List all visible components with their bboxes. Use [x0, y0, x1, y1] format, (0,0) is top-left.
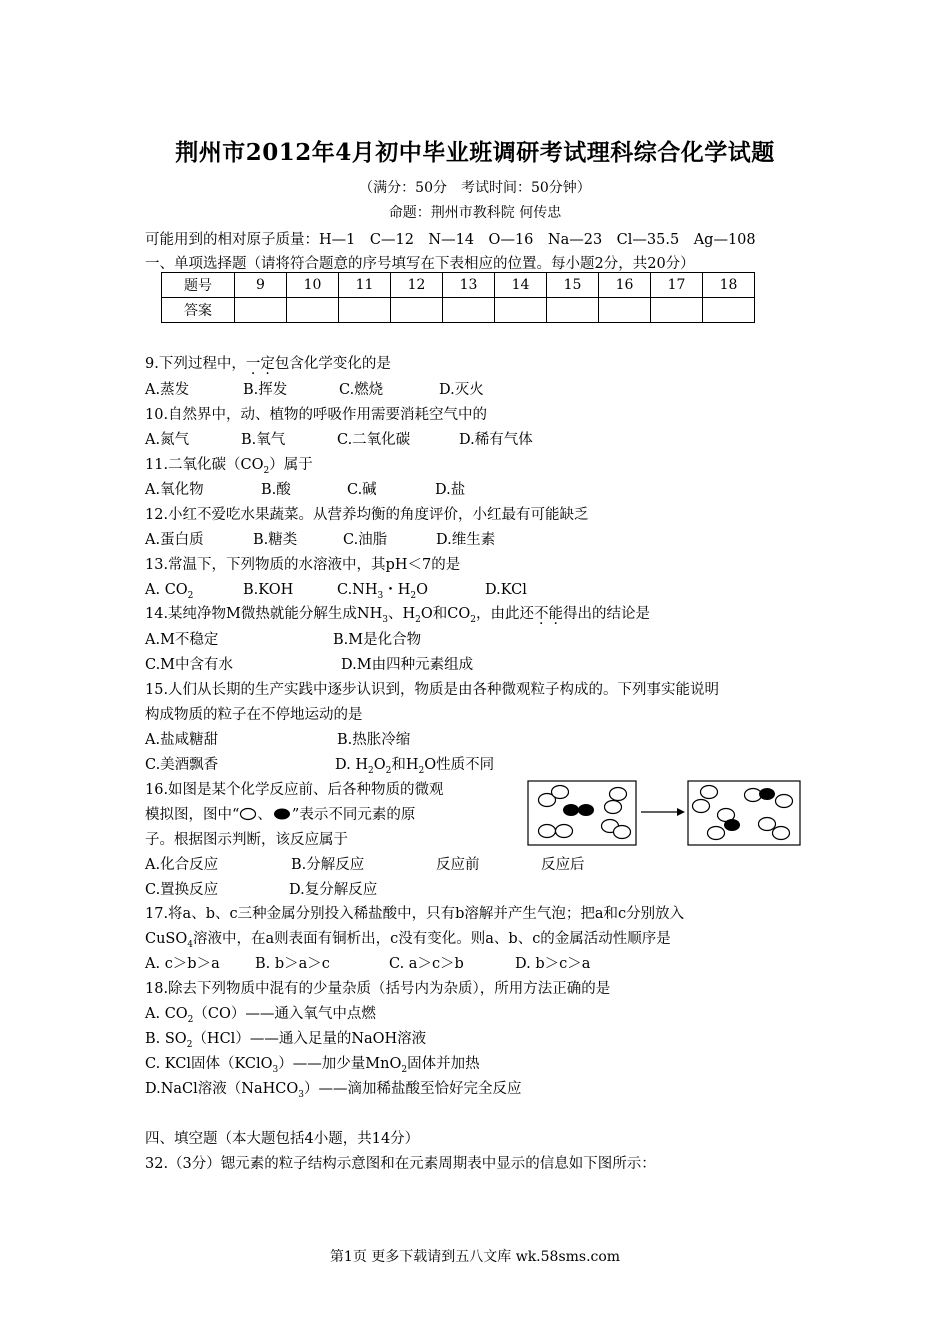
q9-option-b: B.挥发	[243, 382, 288, 398]
q9-stem-text: 9.下列过程中，	[145, 356, 246, 372]
q15-option-a: A.盐咸糖甜	[145, 732, 219, 748]
page-title: 荆州市2012年4月初中毕业班调研考试理科综合化学试题	[175, 139, 775, 166]
q11-option-a: A.氧化物	[145, 482, 204, 498]
answer-cell[interactable]	[443, 298, 495, 323]
q15-stem-line1: 15.人们从长期的生产实践中逐步认识到，物质是由各种微观粒子构成的。下列事实能说明	[145, 682, 720, 698]
q14-emphasis: 能	[548, 606, 563, 622]
table-number-cell: 12	[391, 273, 443, 298]
table-number-cell: 11	[339, 273, 391, 298]
q11-option-d: D.盐	[435, 482, 466, 498]
table-number-cell: 16	[599, 273, 651, 298]
q11-options	[145, 478, 465, 499]
q14-option-d: D.M由四种元素组成	[341, 657, 474, 673]
q18-option-c: C. KCl固体（KClO$_3$）——加少量MnO$_2$固体并加热	[145, 1056, 480, 1075]
q17-options	[145, 952, 590, 973]
q11-option-b: B.酸	[261, 482, 291, 498]
q9-emphasis: 一	[245, 356, 261, 372]
q16-option-b: B.分解反应	[291, 857, 365, 873]
answer-cell[interactable]	[599, 298, 651, 323]
q9-option-c: C.燃烧	[339, 382, 384, 398]
page-footer: 第1页 更多下载请到五八文库 wk.58sms.com	[329, 1249, 621, 1265]
q14-option-c: C.M中含有水	[145, 657, 234, 673]
score-time: （满分：50分 考试时间：50分钟）	[359, 180, 591, 196]
q16-option-d: D.复分解反应	[289, 882, 378, 898]
q14-option-a: A.M不稳定	[145, 632, 219, 648]
q12-option-c: C.油脂	[343, 532, 388, 548]
q9-option-a: A.蒸发	[145, 382, 190, 398]
author-line: 命题：荆州市教科院 何传忠	[388, 205, 562, 221]
q15-stem-line2: 构成物质的粒子在不停地运动的是	[145, 707, 363, 723]
q13-option-b: B.KOH	[243, 582, 294, 598]
q10-option-c: C.二氧化碳	[337, 432, 411, 448]
q9-stem-text: 包含化学变化的是	[274, 356, 391, 372]
q17-option-c: C. a＞c＞b	[389, 956, 464, 972]
q9-stem	[145, 352, 391, 373]
q12-option-d: D.维生素	[436, 532, 496, 548]
black-atom-icon	[272, 807, 292, 821]
q12-stem: 12.小红不爱吃水果蔬菜。从营养均衡的角度评价，小红最有可能缺乏	[145, 507, 589, 523]
q16-option-a: A.化合反应	[145, 857, 219, 873]
white-atom-icon	[239, 807, 257, 821]
q10-option-d: D.稀有气体	[459, 432, 533, 448]
q16-options-row2	[145, 878, 377, 899]
q14-options-row2	[145, 653, 473, 674]
after-reaction-box	[688, 781, 800, 845]
q11-subscript: 2	[263, 465, 270, 476]
section4-heading: 四、填空题（本大题包括4小题，共14分）	[145, 1131, 420, 1147]
reaction-arrow	[641, 808, 685, 816]
q17-option-b: B. b＞a＞c	[255, 956, 330, 972]
q12-option-a: A.蛋白质	[145, 532, 204, 548]
label-before-reaction: 反应前	[436, 857, 480, 873]
q15-options-row1	[145, 728, 410, 749]
answer-cell[interactable]	[391, 298, 443, 323]
table-number-cell: 13	[443, 273, 495, 298]
before-reaction-box	[528, 781, 636, 845]
table-number-cell: 9	[235, 273, 287, 298]
table-number-cell: 18	[703, 273, 755, 298]
q13-options	[145, 578, 527, 601]
q16-options-row1	[145, 853, 585, 874]
q16-option-c: C.置换反应	[145, 882, 219, 898]
q17-option-d: D. b＞c＞a	[515, 956, 591, 972]
q10-option-a: A.氮气	[145, 432, 190, 448]
q11-stem-text: ）属于	[269, 457, 313, 473]
q9-options	[145, 378, 484, 399]
answer-cell[interactable]	[287, 298, 339, 323]
q13-option-d: D.KCl	[485, 582, 527, 598]
q10-stem: 10.自然界中，动、植物的呼吸作用需要消耗空气中的	[145, 407, 488, 423]
q14-options-row1	[145, 628, 421, 649]
q11-option-c: C.碱	[347, 482, 377, 498]
q13-stem: 13.常温下，下列物质的水溶液中，其pH＜7的是	[145, 557, 461, 573]
answer-table-answer-row	[162, 298, 755, 323]
q14-stem: 14.某纯净物M微热就能分解生成$NH_3$、$H_2O$和$CO_2$，由此还不能得出的结论是	[145, 606, 650, 625]
q32-stem: 32.（3分）锶元素的粒子结构示意图和在元素周期表中显示的信息如下图所示：	[145, 1156, 656, 1172]
q11-stem	[145, 453, 313, 476]
q16-stem-line2: 模拟图，图中“ 、 ”表示不同元素的原	[145, 807, 416, 823]
q11-stem-text: 11.二氧化碳（CO	[145, 457, 264, 473]
answer-cell[interactable]	[703, 298, 755, 323]
section1-heading: 一、单项选择题（请将符合题意的序号填写在下表相应的位置。每小题2分，共20分）	[145, 256, 695, 272]
answer-table	[161, 272, 755, 323]
answer-cell[interactable]	[651, 298, 703, 323]
q13-option-c: $C.NH_3$・$H_2O$	[337, 582, 429, 601]
label-after-reaction: 反应后	[541, 857, 585, 873]
table-label-answer: 答案	[162, 298, 235, 323]
q18-stem: 18.除去下列物质中混有的少量杂质（括号内为杂质），所用方法正确的是	[145, 981, 611, 997]
q18-option-d: D.NaCl溶液（NaHCO$_3$）——滴加稀盐酸至恰好完全反应	[145, 1081, 522, 1100]
q18-option-b: B. $SO_2(HCl)——$通入足量的NaOH溶液	[145, 1031, 427, 1050]
answer-cell[interactable]	[495, 298, 547, 323]
q15-option-d: D. $H_2O_2$和$H_2O$性质不同	[335, 757, 495, 776]
answer-cell[interactable]	[547, 298, 599, 323]
q10-option-b: B.氧气	[241, 432, 286, 448]
table-number-cell: 14	[495, 273, 547, 298]
q18-option-a: A. $CO_2(CO)——$通入氧气中点燃	[145, 1006, 376, 1025]
q17-option-a: A. c＞b＞a	[145, 956, 220, 972]
q16-stem-line3: 子。根据图示判断，该反应属于	[145, 832, 348, 848]
atomic-masses: 可能用到的相对原子质量：H—1 C—12 N—14 O—16 Na—23 Cl—35.5 Ag—108	[145, 232, 756, 248]
q15-option-b: B.热胀冷缩	[337, 732, 411, 748]
table-label-number: 题号	[162, 273, 235, 298]
q9-emphasis: 定	[260, 356, 275, 372]
q10-options	[145, 428, 533, 449]
table-number-cell: 10	[287, 273, 339, 298]
q15-options-row2	[145, 753, 494, 776]
reaction-diagram	[527, 780, 801, 846]
table-number-cell: 17	[651, 273, 703, 298]
q17-stem-line1: 17.将a、b、c三种金属分别投入稀盐酸中，只有b溶解并产生气泡；把a和c分别放入	[145, 906, 685, 922]
q15-option-c: C.美酒飘香	[145, 757, 219, 773]
table-number-cell: 15	[547, 273, 599, 298]
q17-stem-line2: CuSO$_4$溶液中，在a则表面有铜析出，c没有变化。则a、b、c的金属活动性顺序是	[145, 931, 671, 950]
answer-cell[interactable]	[339, 298, 391, 323]
answer-cell[interactable]	[235, 298, 287, 323]
q12-option-b: B.糖类	[253, 532, 298, 548]
q14-emphasis: 不	[533, 606, 549, 622]
answer-table-number-row	[162, 273, 755, 298]
q16-stem-line1: 16.如图是某个化学反应前、后各种物质的微观	[145, 782, 444, 798]
q14-option-b: B.M是化合物	[333, 632, 422, 648]
q12-options	[145, 528, 495, 549]
q9-option-d: D.灭火	[439, 382, 484, 398]
q13-option-a: A. $CO_2$	[145, 582, 194, 601]
